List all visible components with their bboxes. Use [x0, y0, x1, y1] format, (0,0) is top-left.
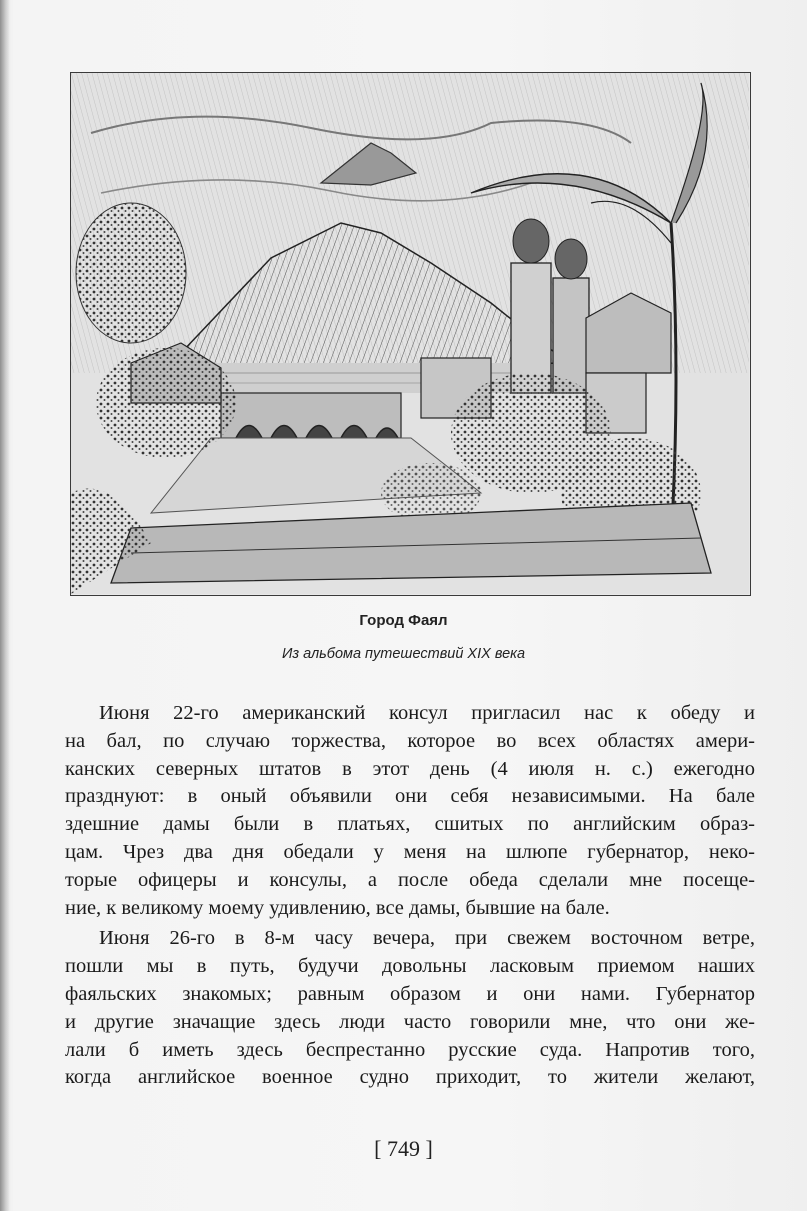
- paragraph: [65, 700, 755, 922]
- text-line: торые офицеры и консулы, а после обеда сделали мне посеще-: [65, 868, 755, 891]
- paragraph: [65, 925, 755, 1092]
- engraving-drawing: [71, 73, 749, 594]
- text-line: лали б иметь здесь беспрестанно русские суда. Напротив того,: [65, 1038, 755, 1061]
- page-number: [ 749 ]: [374, 1136, 433, 1161]
- engraving-illustration: [70, 72, 751, 596]
- text-line: ние, к великому моему удивлению, все дамы, бывшие на бале.: [65, 896, 610, 919]
- figure-caption-title: Город Фаял: [359, 612, 448, 629]
- text-line: празднуют: в оный объявили они себя независимыми. На бале: [65, 785, 755, 808]
- text-line: на бал, по случаю торжества, которое во всех областях амери-: [65, 729, 755, 752]
- spine-shadow: [0, 0, 10, 1211]
- text-line: Июня 22-го американский консул пригласил нас к обеду и: [99, 702, 755, 724]
- text-line: и другие значащие здесь люди часто говорили мне, что они же-: [65, 1010, 755, 1033]
- figure-caption-subtitle: Из альбома путешествий XIX века: [281, 646, 526, 662]
- text-line: цам. Чрез два дня обедали у меня на шлюпе губернатор, неко-: [65, 840, 755, 863]
- text-line: канских северных штатов в этот день (4 июля н. с.) ежегодно: [65, 757, 755, 780]
- text-line: Июня 26-го в 8-м часу вечера, при свежем восточном ветре,: [99, 927, 755, 950]
- text-line: когда английское военное судно приходит, то жители желают,: [65, 1066, 755, 1089]
- text-line: пошли мы в путь, будучи довольны ласковым приемом наших: [65, 955, 755, 978]
- text-line: фаяльских знакомых; равным образом и они нами. Губернатор: [65, 982, 755, 1005]
- body-text: [65, 700, 755, 1092]
- text-line: здешние дамы были в платьях, сшитых по английским образ-: [65, 813, 755, 836]
